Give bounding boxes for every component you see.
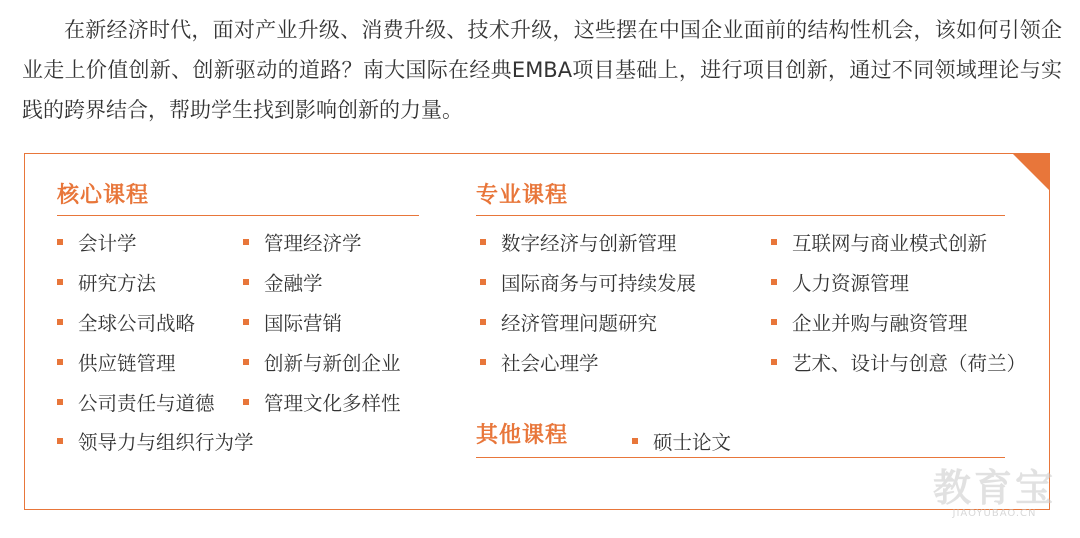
course-item: 硕士论文 xyxy=(632,430,731,456)
core-courses-title: 核心课程 xyxy=(57,183,150,208)
watermark-sub: JIAOYUBAO.CN xyxy=(952,508,1037,519)
corner-decoration xyxy=(1012,153,1050,191)
bullet-icon xyxy=(57,319,63,325)
bullet-icon xyxy=(771,239,777,245)
course-item: 管理经济学 xyxy=(243,231,362,257)
course-item: 国际商务与可持续发展 xyxy=(480,271,696,297)
intro-paragraph: 在新经济时代，面对产业升级、消费升级、技术升级，这些摆在中国企业面前的结构性机会，该如何引领企业走上价值创新、创新驱动的道路？南大国际在经典EMBA项目基础上，进行项目创新，通过不同领域理论与实践的跨界结合，帮助学生找到影响创新的力量。 xyxy=(22,18,1062,122)
course-item: 创新与新创企业 xyxy=(243,351,401,377)
other-courses-rule xyxy=(476,457,1005,458)
bullet-icon xyxy=(243,359,249,365)
other-courses-title: 其他课程 xyxy=(476,423,569,448)
bullet-icon xyxy=(57,239,63,245)
specialty-courses-rule xyxy=(476,215,1005,216)
course-item: 管理文化多样性 xyxy=(243,391,401,417)
watermark-logo xyxy=(933,468,1056,520)
watermark-main: 教育宝 xyxy=(932,466,1056,510)
bullet-icon xyxy=(480,359,486,365)
course-item: 互联网与商业模式创新 xyxy=(771,231,987,257)
bullet-icon xyxy=(771,359,777,365)
bullet-icon xyxy=(480,319,486,325)
course-item: 企业并购与融资管理 xyxy=(771,311,968,337)
course-item: 供应链管理 xyxy=(57,351,176,377)
bullet-icon xyxy=(632,438,638,444)
course-item: 金融学 xyxy=(243,271,323,297)
course-item: 人力资源管理 xyxy=(771,271,909,297)
bullet-icon xyxy=(57,399,63,405)
bullet-icon xyxy=(57,359,63,365)
course-item: 社会心理学 xyxy=(480,351,599,377)
course-item: 领导力与组织行为学 xyxy=(57,430,254,456)
bullet-icon xyxy=(57,279,63,285)
bullet-icon xyxy=(480,279,486,285)
bullet-icon xyxy=(771,279,777,285)
course-item: 研究方法 xyxy=(57,271,156,297)
course-item: 艺术、设计与创意（荷兰） xyxy=(771,351,1026,377)
bullet-icon xyxy=(480,239,486,245)
core-courses-rule xyxy=(57,215,419,216)
bullet-icon xyxy=(243,279,249,285)
course-item: 会计学 xyxy=(57,231,137,257)
course-item: 数字经济与创新管理 xyxy=(480,231,677,257)
course-item: 全球公司战略 xyxy=(57,311,195,337)
bullet-icon xyxy=(243,319,249,325)
bullet-icon xyxy=(243,399,249,405)
specialty-courses-title: 专业课程 xyxy=(476,183,569,208)
course-item: 国际营销 xyxy=(243,311,342,337)
bullet-icon xyxy=(771,319,777,325)
bullet-icon xyxy=(57,438,63,444)
course-item: 经济管理问题研究 xyxy=(480,311,657,337)
course-item: 公司责任与道德 xyxy=(57,391,215,417)
bullet-icon xyxy=(243,239,249,245)
